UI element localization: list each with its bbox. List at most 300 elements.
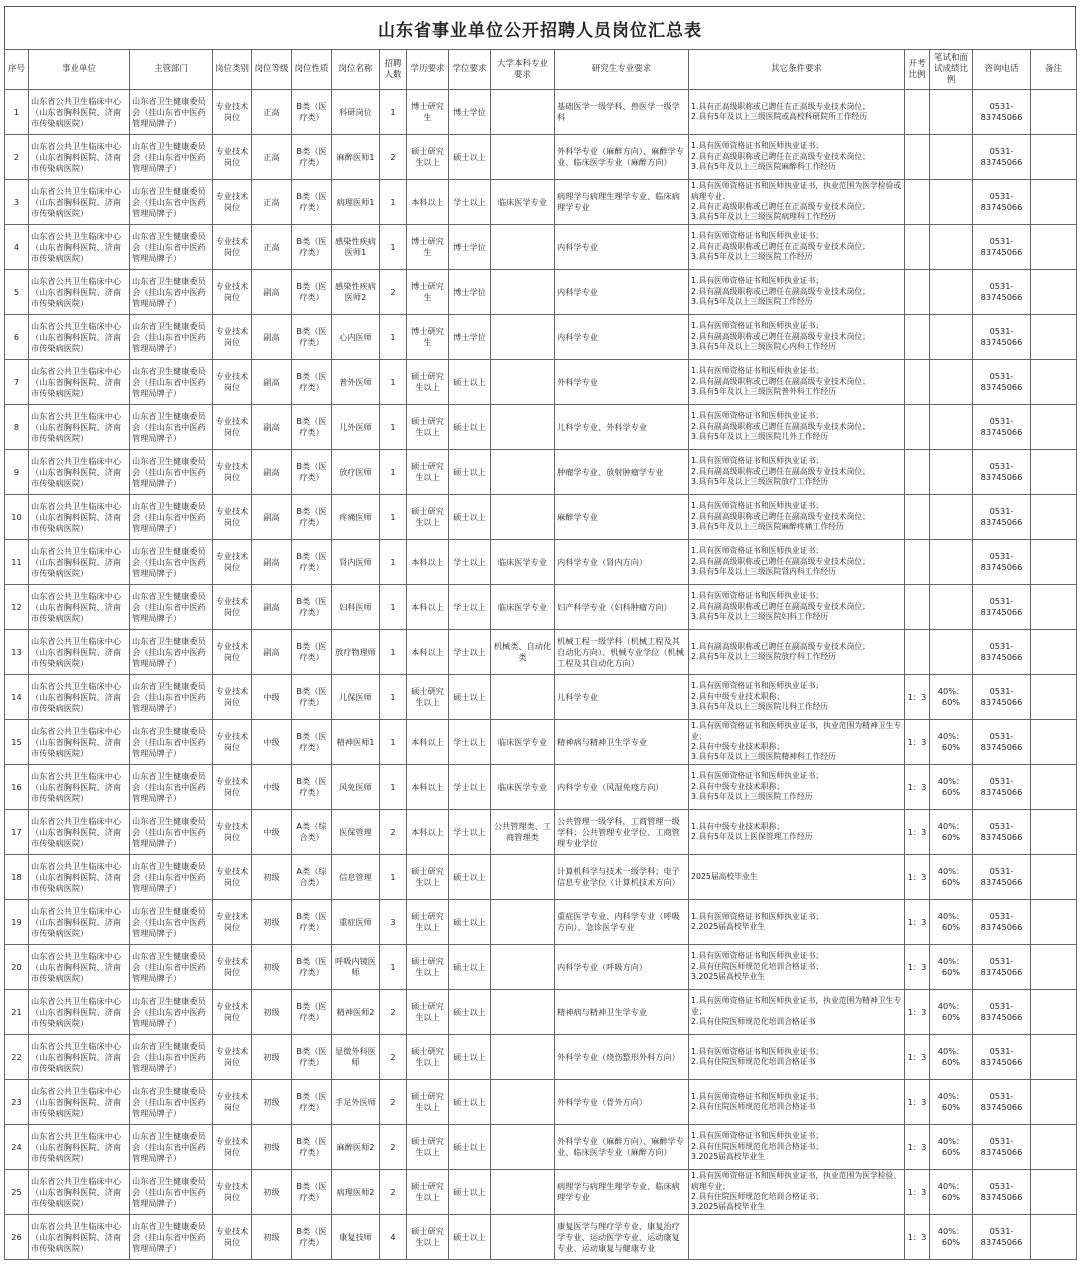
department-cell	[130, 1170, 213, 1215]
nature-cell	[292, 90, 332, 135]
level-cell	[252, 675, 292, 720]
category-cell	[213, 135, 252, 180]
degree-cell	[449, 315, 491, 360]
phone-cell	[973, 1080, 1031, 1125]
score-ratio-cell	[930, 675, 973, 720]
header-cell: 序号	[5, 50, 29, 90]
employer-cell	[29, 135, 130, 180]
employer-cell	[29, 1170, 130, 1215]
education-cell	[407, 810, 449, 855]
phone-cell-text: 0531-83745066	[980, 686, 1023, 707]
note-cell	[1031, 675, 1077, 720]
score-ratio-cell	[930, 90, 973, 135]
nature-cell	[292, 945, 332, 990]
degree-cell-text: 学士以上	[453, 736, 486, 747]
score-ratio-cell	[930, 900, 973, 945]
department-cell	[130, 585, 213, 630]
exam-ratio-cell	[905, 135, 930, 180]
employer-cell-text: 山东省公共卫生临床中心（山东省胸科医院、济南市传染病医院）	[31, 1175, 122, 1208]
employer-cell	[29, 405, 130, 450]
nature-cell	[292, 360, 332, 405]
score-ratio-cell	[930, 810, 973, 855]
education-cell-text: 硕士研究生以上	[411, 1136, 444, 1157]
header-cell: 研究生专业要求	[555, 50, 689, 90]
exam-ratio-cell	[905, 855, 930, 900]
education-cell-text: 硕士研究生以上	[411, 1046, 444, 1067]
education-cell-text: 硕士研究生以上	[411, 416, 444, 437]
table-row	[5, 720, 1077, 765]
degree-cell	[449, 900, 491, 945]
category-cell-text: 专业技术岗位	[215, 686, 249, 707]
position-name-cell	[332, 990, 380, 1035]
row-number-text: 12	[11, 601, 22, 612]
department-cell-text: 山东省卫生健康委员会（挂山东省中医药管理局牌子）	[132, 230, 206, 263]
note-cell	[1031, 1080, 1077, 1125]
level-cell	[252, 90, 292, 135]
headcount-cell-text: 2	[390, 1141, 396, 1152]
level-cell	[252, 180, 292, 225]
score-ratio-cell	[930, 1035, 973, 1080]
score-ratio-cell-text: 40%：60%	[937, 956, 965, 977]
degree-cell	[449, 1215, 491, 1260]
degree-cell	[449, 1080, 491, 1125]
postgrad-major-cell-text: 儿科学专业	[557, 691, 598, 702]
headcount-cell-text: 1	[390, 376, 396, 387]
position-name-cell	[332, 1080, 380, 1125]
phone-cell	[973, 135, 1031, 180]
exam-ratio-cell	[905, 180, 930, 225]
row-number	[5, 180, 29, 225]
nature-cell-text: B类（医疗类）	[296, 326, 327, 347]
other-requirements-cell	[689, 900, 905, 945]
position-name-cell	[332, 1125, 380, 1170]
row-number-text: 14	[11, 691, 22, 702]
headcount-cell	[380, 945, 407, 990]
category-cell	[213, 1215, 252, 1260]
nature-cell-text: B类（医疗类）	[296, 1181, 327, 1202]
category-cell-text: 专业技术岗位	[215, 911, 249, 932]
category-cell	[213, 1125, 252, 1170]
position-name-cell	[332, 180, 380, 225]
category-cell-text: 专业技术岗位	[215, 866, 249, 887]
phone-cell	[973, 225, 1031, 270]
row-number	[5, 1035, 29, 1080]
position-name-cell	[332, 540, 380, 585]
employer-cell-text: 山东省公共卫生临床中心（山东省胸科医院、济南市传染病医院）	[31, 410, 122, 443]
postgrad-major-cell	[555, 450, 689, 495]
category-cell-text: 专业技术岗位	[215, 281, 249, 302]
other-requirements-cell-text: 1.具有医师资格证书和医师执业证书； 2.具有中级专业技术职称； 3.具有5年及以上三级医院儿科工作经历	[691, 681, 829, 712]
level-cell	[252, 1125, 292, 1170]
department-cell	[130, 945, 213, 990]
department-cell	[130, 360, 213, 405]
phone-cell-text: 0531-83745066	[980, 461, 1023, 482]
nature-cell	[292, 585, 332, 630]
row-number-text: 22	[11, 1051, 22, 1062]
nature-cell	[292, 540, 332, 585]
header-cell: 岗位类别	[213, 50, 252, 90]
postgrad-major-cell	[555, 945, 689, 990]
level-cell-text: 副高	[263, 646, 280, 657]
score-ratio-cell-text: 40%：60%	[937, 1001, 965, 1022]
undergrad-major-cell	[491, 720, 555, 765]
other-requirements-cell-text: 1.具有医师资格证书和医师执业证书； 2.具有住院医师规范化培训合格证书	[691, 1091, 824, 1111]
score-ratio-cell-text: 40%：60%	[937, 776, 965, 797]
postgrad-major-cell-text: 内科学专业	[557, 286, 598, 297]
department-cell	[130, 990, 213, 1035]
other-requirements-cell-text: 1.具有正高级职称或已聘任在正高级专业技术岗位； 2.具有5年及以上三级医院或高校科研院所工作经历	[691, 101, 870, 121]
undergrad-major-cell	[491, 360, 555, 405]
undergrad-major-cell	[491, 945, 555, 990]
employer-cell	[29, 1035, 130, 1080]
phone-cell	[973, 180, 1031, 225]
degree-cell-text: 硕士以上	[453, 1051, 486, 1062]
education-cell-text: 硕士研究生以上	[411, 956, 444, 977]
undergrad-major-cell-text: 公共管理类、工商管理类	[493, 821, 552, 842]
category-cell-text: 专业技术岗位	[215, 1046, 249, 1067]
position-name-cell-text: 麻醉医师1	[336, 151, 375, 162]
education-cell	[407, 405, 449, 450]
education-cell	[407, 1080, 449, 1125]
other-requirements-cell	[689, 180, 905, 225]
position-name-cell-text: 科研岗位	[339, 106, 372, 117]
degree-cell	[449, 630, 491, 675]
other-requirements-cell-text: 1.具有医师资格证书和医师执业证书； 2.具有住院医师规范化培训合格证书； 3.2025届高校毕业生	[691, 1131, 824, 1162]
phone-cell	[973, 720, 1031, 765]
headcount-cell-text: 1	[390, 511, 396, 522]
position-name-cell-text: 精神医师2	[336, 1006, 375, 1017]
postgrad-major-cell	[555, 585, 689, 630]
headcount-cell	[380, 135, 407, 180]
position-name-cell-text: 重症医师	[339, 916, 372, 927]
header-row	[5, 50, 1077, 90]
headcount-cell	[380, 180, 407, 225]
level-cell-text: 初级	[263, 1186, 280, 1197]
education-cell-text: 本科以上	[411, 781, 444, 792]
headcount-cell-text: 1	[390, 556, 396, 567]
degree-cell-text: 硕士以上	[453, 511, 486, 522]
postgrad-major-cell-text: 外科学专业	[557, 376, 598, 387]
education-cell-text: 博士研究生	[411, 101, 444, 122]
score-ratio-cell	[930, 405, 973, 450]
other-requirements-cell-text: 1.具有医师资格证书和医师执业证书； 2.具有正高级职称或已聘任在正高级专业技术岗位； 3.具有5年及以上三级医院麻醉科工作经历	[691, 141, 870, 172]
category-cell-text: 专业技术岗位	[215, 551, 249, 572]
note-cell	[1031, 720, 1077, 765]
employer-cell-text: 山东省公共卫生临床中心（山东省胸科医院、济南市传染病医院）	[31, 1130, 122, 1163]
level-cell-text: 中级	[263, 826, 280, 837]
undergrad-major-cell-text: 临床医学专业	[497, 556, 548, 567]
score-ratio-cell	[930, 495, 973, 540]
postgrad-major-cell	[555, 270, 689, 315]
department-cell-text: 山东省卫生健康委员会（挂山东省中医药管理局牌子）	[132, 1085, 206, 1118]
table-row	[5, 1035, 1077, 1080]
phone-cell	[973, 585, 1031, 630]
postgrad-major-cell-text: 妇产科学专业（妇科肿瘤方向）	[557, 601, 672, 612]
exam-ratio-cell-text: 1：3	[907, 961, 927, 972]
note-cell	[1031, 450, 1077, 495]
other-requirements-cell-text: 1.具有医师资格证书和医师执业证书； 2.2025届高校毕业生	[691, 911, 824, 931]
degree-cell-text: 博士学位	[453, 106, 486, 117]
undergrad-major-cell	[491, 990, 555, 1035]
category-cell	[213, 540, 252, 585]
education-cell-text: 博士研究生	[411, 326, 444, 347]
row-number	[5, 270, 29, 315]
level-cell-text: 中级	[263, 736, 280, 747]
phone-cell	[973, 315, 1031, 360]
postgrad-major-cell-text: 儿科学专业、外科学专业	[557, 421, 648, 432]
headcount-cell	[380, 810, 407, 855]
postgrad-major-cell	[555, 1035, 689, 1080]
exam-ratio-cell-text: 1：3	[907, 1141, 927, 1152]
headcount-cell	[380, 270, 407, 315]
employer-cell	[29, 585, 130, 630]
department-cell	[130, 720, 213, 765]
position-name-cell	[332, 225, 380, 270]
row-number-text: 23	[11, 1096, 22, 1107]
department-cell-text: 山东省卫生健康委员会（挂山东省中医药管理局牌子）	[132, 410, 206, 443]
other-requirements-cell-text: 1.具有医师资格证书和医师执业证书； 2.具有正高级职称或已聘任在正高级专业技术岗位； 3.具有5年及以上三级医院工作经历	[691, 231, 870, 262]
position-name-cell-text: 显微外科医师	[335, 1046, 376, 1067]
education-cell-text: 硕士研究生以上	[411, 686, 444, 707]
position-name-cell-text: 风免医师	[339, 781, 372, 792]
department-cell-text: 山东省卫生健康委员会（挂山东省中医药管理局牌子）	[132, 275, 206, 308]
headcount-cell	[380, 450, 407, 495]
score-ratio-cell-text: 40%：60%	[937, 686, 965, 707]
nature-cell-text: B类（医疗类）	[296, 461, 327, 482]
note-cell	[1031, 855, 1077, 900]
other-requirements-cell	[689, 1170, 905, 1215]
category-cell	[213, 225, 252, 270]
position-name-cell	[332, 675, 380, 720]
nature-cell	[292, 675, 332, 720]
headcount-cell	[380, 1125, 407, 1170]
department-cell	[130, 270, 213, 315]
header-cell: 学位要求	[449, 50, 491, 90]
degree-cell-text: 硕士以上	[453, 466, 486, 477]
phone-cell	[973, 1215, 1031, 1260]
category-cell-text: 专业技术岗位	[215, 416, 249, 437]
postgrad-major-cell-text: 精神病与精神卫生学专业	[557, 1006, 648, 1017]
score-ratio-cell	[930, 1080, 973, 1125]
other-requirements-cell-text: 1.具有医师资格证书和医师执业证书； 2.具有住院医师规范化培训合格证书	[691, 1046, 824, 1066]
degree-cell-text: 博士学位	[453, 286, 486, 297]
table-row	[5, 1125, 1077, 1170]
postgrad-major-cell	[555, 540, 689, 585]
level-cell	[252, 765, 292, 810]
level-cell-text: 中级	[263, 691, 280, 702]
postgrad-major-cell-text: 机械工程一级学科（机械工程及其自动化方向）、机械专业学位（机械工程及其自动化方向）	[557, 635, 684, 668]
other-requirements-cell-text: 1.具有医师资格证书和医师执业证书； 2.具有副高级职称或已聘任在副高级专业技术岗位； 3.具有5年及以上三级医院普外科工作经历	[691, 366, 870, 397]
headcount-cell-text: 2	[390, 826, 396, 837]
header-cell: 岗位等级	[252, 50, 292, 90]
table-row	[5, 315, 1077, 360]
category-cell-text: 专业技术岗位	[215, 1136, 249, 1157]
employer-cell-text: 山东省公共卫生临床中心（山东省胸科医院、济南市传染病医院）	[31, 455, 122, 488]
phone-cell	[973, 855, 1031, 900]
education-cell-text: 硕士研究生以上	[411, 1226, 444, 1247]
exam-ratio-cell	[905, 720, 930, 765]
nature-cell	[292, 900, 332, 945]
other-requirements-cell-text: 1.具有中级专业技术职称； 2.具有5年及以上医保管理工作经历	[691, 821, 813, 841]
headcount-cell-text: 1	[390, 331, 396, 342]
category-cell-text: 专业技术岗位	[215, 956, 249, 977]
row-number	[5, 90, 29, 135]
position-name-cell-text: 放疗物理师	[335, 646, 376, 657]
employer-cell-text: 山东省公共卫生临床中心（山东省胸科医院、济南市传染病医院）	[31, 1040, 122, 1073]
level-cell-text: 正高	[263, 196, 280, 207]
position-name-cell	[332, 135, 380, 180]
exam-ratio-cell	[905, 495, 930, 540]
exam-ratio-cell-text: 1：3	[907, 1096, 927, 1107]
row-number-text: 5	[13, 286, 20, 297]
department-cell	[130, 315, 213, 360]
other-requirements-cell-text: 1.具有医师资格证书和医师执业证书； 2.具有副高级职称或已聘任在副高级专业技术岗位； 3.具有5年及以上三级医院麻醉疼痛工作经历	[691, 501, 870, 532]
education-cell	[407, 1125, 449, 1170]
postgrad-major-cell	[555, 900, 689, 945]
row-number-text: 11	[11, 556, 22, 567]
department-cell	[130, 630, 213, 675]
row-number	[5, 585, 29, 630]
degree-cell	[449, 270, 491, 315]
postgrad-major-cell-text: 康复医学与理疗学专业、康复治疗学专业、运动医学专业、运动康复专业、运动康复与健康专业	[557, 1220, 680, 1253]
row-number	[5, 720, 29, 765]
position-name-cell-text: 感染性疾病医师2	[335, 281, 376, 302]
position-name-cell	[332, 1215, 380, 1260]
degree-cell	[449, 1035, 491, 1080]
nature-cell	[292, 1215, 332, 1260]
row-number	[5, 1215, 29, 1260]
other-requirements-cell-text: 1.具有医师资格证书和医师执业证书； 2.具有住院医师规范化培训合格证书； 3.2025届高校毕业生	[691, 951, 824, 982]
phone-cell-text: 0531-83745066	[980, 281, 1023, 302]
row-number-text: 4	[13, 241, 20, 252]
row-number	[5, 225, 29, 270]
education-cell	[407, 495, 449, 540]
score-ratio-cell	[930, 765, 973, 810]
employer-cell-text: 山东省公共卫生临床中心（山东省胸科医院、济南市传染病医院）	[31, 725, 122, 758]
employer-cell	[29, 1080, 130, 1125]
postgrad-major-cell-text: 麻醉学专业	[557, 511, 598, 522]
score-ratio-cell-text: 40%：60%	[937, 1091, 965, 1112]
degree-cell-text: 硕士以上	[453, 1231, 486, 1242]
score-ratio-cell	[930, 945, 973, 990]
employer-cell	[29, 810, 130, 855]
postgrad-major-cell	[555, 315, 689, 360]
other-requirements-cell	[689, 855, 905, 900]
employer-cell-text: 山东省公共卫生临床中心（山东省胸科医院、济南市传染病医院）	[31, 860, 122, 893]
headcount-cell	[380, 765, 407, 810]
nature-cell-text: B类（医疗类）	[296, 371, 327, 392]
phone-cell-text: 0531-83745066	[980, 911, 1023, 932]
category-cell	[213, 405, 252, 450]
department-cell	[130, 495, 213, 540]
education-cell	[407, 1035, 449, 1080]
level-cell-text: 正高	[263, 106, 280, 117]
phone-cell	[973, 765, 1031, 810]
postgrad-major-cell	[555, 405, 689, 450]
undergrad-major-cell	[491, 495, 555, 540]
other-requirements-cell	[689, 360, 905, 405]
employer-cell	[29, 540, 130, 585]
employer-cell	[29, 225, 130, 270]
other-requirements-cell	[689, 990, 905, 1035]
other-requirements-cell	[689, 630, 905, 675]
department-cell-text: 山东省卫生健康委员会（挂山东省中医药管理局牌子）	[132, 950, 206, 983]
undergrad-major-cell	[491, 1080, 555, 1125]
phone-cell-text: 0531-83745066	[980, 1001, 1023, 1022]
headcount-cell	[380, 315, 407, 360]
headcount-cell-text: 3	[390, 916, 396, 927]
level-cell-text: 副高	[263, 286, 280, 297]
employer-cell-text: 山东省公共卫生临床中心（山东省胸科医院、济南市传染病医院）	[31, 1220, 122, 1253]
position-name-cell-text: 病理医师2	[336, 1186, 375, 1197]
other-requirements-cell	[689, 90, 905, 135]
education-cell-text: 硕士研究生以上	[411, 1001, 444, 1022]
education-cell-text: 本科以上	[411, 646, 444, 657]
category-cell-text: 专业技术岗位	[215, 461, 249, 482]
score-ratio-cell	[930, 180, 973, 225]
table-row	[5, 810, 1077, 855]
nature-cell	[292, 810, 332, 855]
table-row	[5, 540, 1077, 585]
position-name-cell	[332, 765, 380, 810]
undergrad-major-cell	[491, 90, 555, 135]
headcount-cell-text: 1	[390, 241, 396, 252]
nature-cell	[292, 315, 332, 360]
position-name-cell	[332, 90, 380, 135]
table-row	[5, 135, 1077, 180]
department-cell-text: 山东省卫生健康委员会（挂山东省中医药管理局牌子）	[132, 995, 206, 1028]
undergrad-major-cell	[491, 585, 555, 630]
degree-cell-text: 硕士以上	[453, 691, 486, 702]
headcount-cell	[380, 90, 407, 135]
score-ratio-cell	[930, 990, 973, 1035]
employer-cell-text: 山东省公共卫生临床中心（山东省胸科医院、济南市传染病医院）	[31, 230, 122, 263]
phone-cell-text: 0531-83745066	[980, 101, 1023, 122]
note-cell	[1031, 765, 1077, 810]
position-name-cell-text: 信息管理	[339, 871, 372, 882]
degree-cell	[449, 405, 491, 450]
category-cell	[213, 855, 252, 900]
department-cell	[130, 225, 213, 270]
level-cell-text: 副高	[263, 466, 280, 477]
degree-cell	[449, 495, 491, 540]
header-cell: 学历要求	[407, 50, 449, 90]
phone-cell	[973, 450, 1031, 495]
employer-cell-text: 山东省公共卫生临床中心（山东省胸科医院、济南市传染病医院）	[31, 680, 122, 713]
department-cell	[130, 765, 213, 810]
note-cell	[1031, 405, 1077, 450]
nature-cell-text: B类（医疗类）	[296, 686, 327, 707]
degree-cell-text: 硕士以上	[453, 871, 486, 882]
position-name-cell-text: 康复技师	[339, 1231, 372, 1242]
nature-cell-text: A类（综合类）	[296, 866, 327, 887]
postgrad-major-cell	[555, 675, 689, 720]
department-cell-text: 山东省卫生健康委员会（挂山东省中医药管理局牌子）	[132, 1220, 206, 1253]
level-cell-text: 中级	[263, 781, 280, 792]
position-name-cell	[332, 720, 380, 765]
headcount-cell-text: 1	[390, 871, 396, 882]
department-cell	[130, 405, 213, 450]
other-requirements-cell	[689, 675, 905, 720]
department-cell	[130, 1080, 213, 1125]
score-ratio-cell-text: 40%：60%	[937, 1226, 965, 1247]
exam-ratio-cell-text: 1：3	[907, 826, 927, 837]
positions-table	[4, 49, 1077, 1260]
table-row	[5, 765, 1077, 810]
headcount-cell	[380, 1080, 407, 1125]
education-cell	[407, 315, 449, 360]
phone-cell	[973, 630, 1031, 675]
